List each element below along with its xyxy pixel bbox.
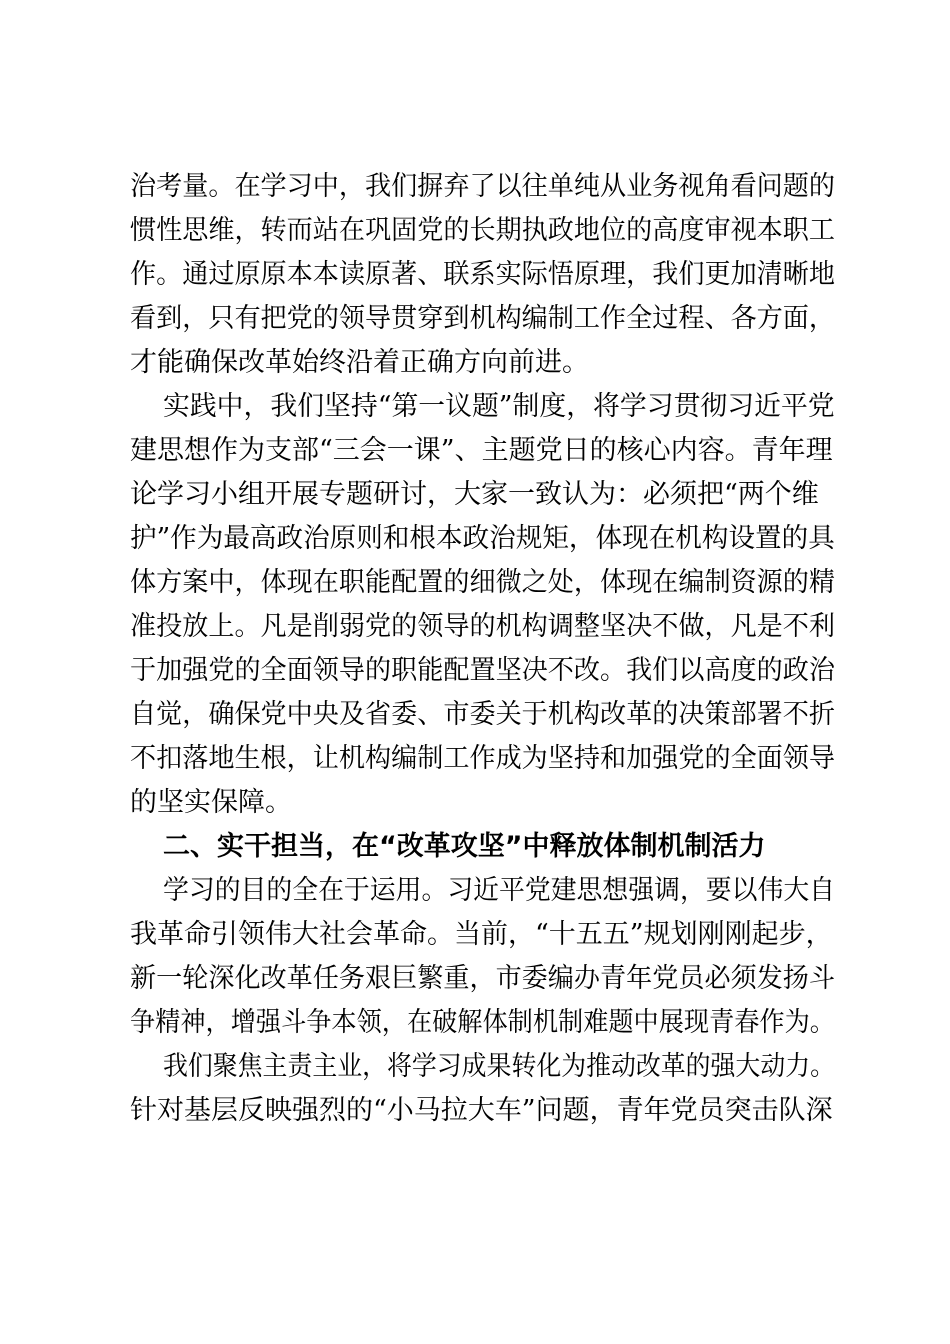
text-line: 体方案中，体现在职能配置的细微之处，体现在编制资源的精 xyxy=(130,567,836,598)
text-line: 治考量。在学习中，我们摒弃了以往单纯从业务视角看问题的 xyxy=(130,171,836,202)
text-line: 的坚实保障。 xyxy=(130,787,292,818)
text-line: 于加强党的全面领导的职能配置坚决不改。我们以高度的政治 xyxy=(130,655,836,686)
text-line: 我们聚焦主责主业，将学习成果转化为推动改革的强大动力。 xyxy=(163,1051,835,1082)
text-line: 准投放上。凡是削弱党的领导的机构调整坚决不做，凡是不利 xyxy=(130,611,836,642)
text-line: 学习的目的全在于运用。习近平党建思想强调，要以伟大自 xyxy=(163,875,836,906)
text-line: 论学习小组开展专题研讨，大家一致认为：必须把“两个维 xyxy=(130,479,819,510)
section-heading: 二、实干担当，在“改革攻坚”中释放体制机制活力 xyxy=(163,831,766,862)
text-line: 惯性思维，转而站在巩固党的长期执政地位的高度审视本职工 xyxy=(130,215,836,246)
text-line: 我革命引领伟大社会革命。当前，“十五五”规划刚刚起步， xyxy=(130,919,833,950)
text-line: 不扣落地生根，让机构编制工作成为坚持和加强党的全面领导 xyxy=(130,743,836,774)
text-line: 护”作为最高政治原则和根本政治规矩，体现在机构设置的具 xyxy=(130,523,835,554)
text-line: 作。通过原原本本读原著、联系实际悟原理，我们更加清晰地 xyxy=(130,259,836,290)
text-line: 新一轮深化改革任务艰巨繁重，市委编办青年党员必须发扬斗 xyxy=(130,963,836,994)
text-line: 建思想作为支部“三会一课”、主题党日的核心内容。青年理 xyxy=(130,435,833,466)
text-line: 自觉，确保党中央及省委、市委关于机构改革的决策部署不折 xyxy=(130,699,836,730)
text-line: 针对基层反映强烈的“小马拉大车”问题，青年党员突击队深 xyxy=(130,1095,833,1126)
text-line: 实践中，我们坚持“第一议题”制度，将学习贯彻习近平党 xyxy=(163,391,835,422)
text-line: 争精神，增强斗争本领，在破解体制机制难题中展现青春作为。 xyxy=(130,1007,835,1038)
text-line: 看到，只有把党的领导贯穿到机构编制工作全过程、各方面， xyxy=(130,303,836,334)
text-line: 才能确保改革始终沿着正确方向前进。 xyxy=(130,347,589,378)
